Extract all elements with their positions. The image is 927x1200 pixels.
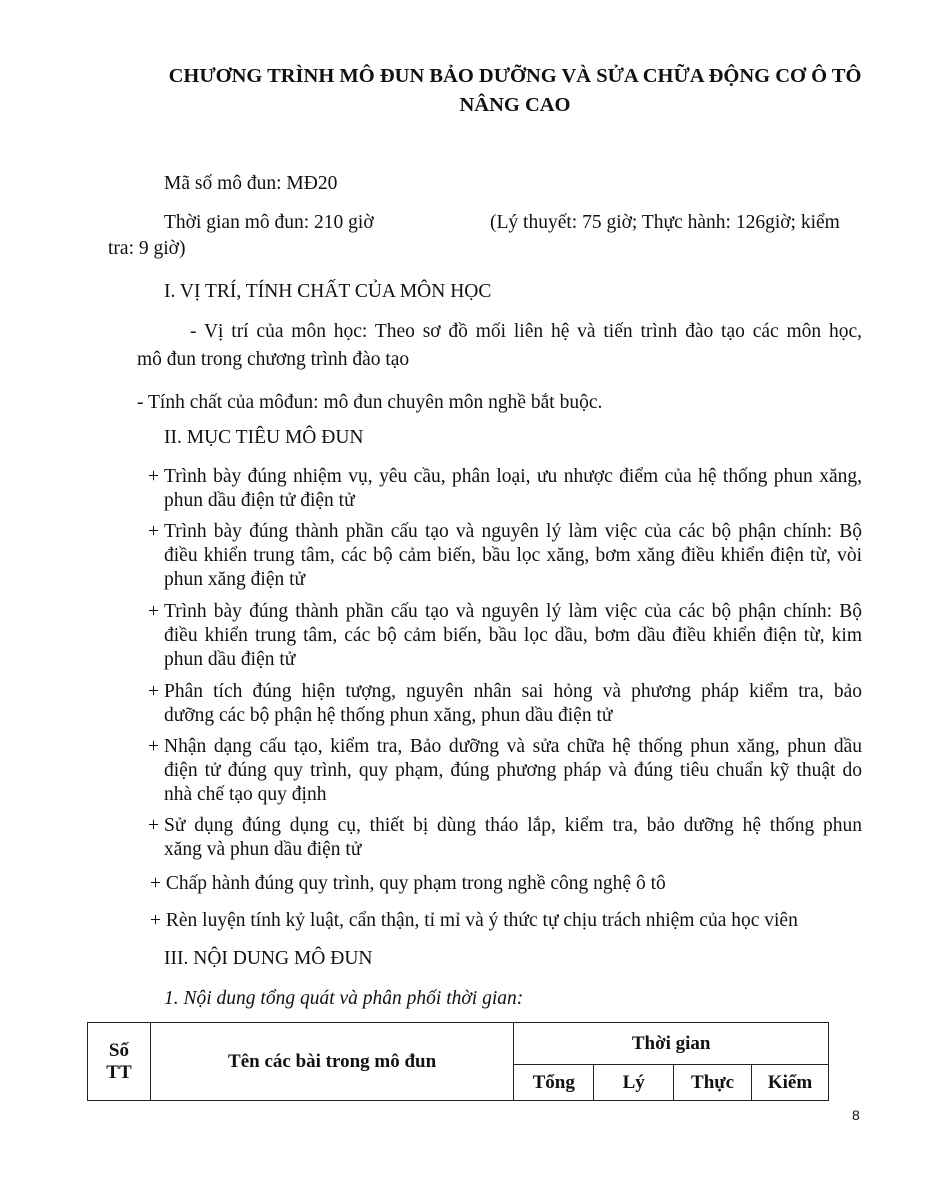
bullet-mark: +: [148, 736, 159, 757]
time-allocation-table: [87, 1022, 829, 1101]
objective-line: phun dầu điện tử điện tử: [164, 490, 355, 511]
objective-line: điện tử đúng quy trình, quy phạm, đúng phương pháp và đúng tiêu chuẩn kỹ thuật do: [164, 760, 862, 781]
bullet-mark: +: [148, 466, 159, 487]
col-number-header: [88, 1023, 151, 1101]
objective-line: phun dầu điện tử: [164, 649, 296, 670]
nature-text: - Tính chất của môđun: mô đun chuyên môn nghề bắt buộc.: [137, 392, 603, 413]
objective-item: [164, 465, 862, 513]
objective-item: [164, 600, 862, 672]
objective-item: [164, 735, 862, 807]
section-2-heading: II. MỤC TIÊU MÔ ĐUN: [164, 427, 364, 448]
section-3-subheading: 1. Nội dung tổng quát và phân phối thời gian:: [164, 988, 524, 1009]
objective-line: Trình bày đúng nhiệm vụ, yêu cầu, phân loại, ưu nhược điểm của hệ thống phun xăng,: [164, 466, 862, 487]
objective-item: [164, 680, 862, 728]
title-line-2: NÂNG CAO: [459, 94, 571, 116]
page-number: 8: [852, 1107, 860, 1123]
col-number-line-1: Số: [108, 1039, 129, 1061]
objective-line: phun xăng điện tử: [164, 569, 306, 590]
bullet-mark: +: [148, 815, 159, 836]
document-title: [160, 62, 870, 120]
objective-line: xăng và phun dầu điện tử: [164, 839, 362, 860]
bullet-mark: +: [148, 601, 159, 622]
col-time-header: Thời gian: [514, 1023, 829, 1065]
module-duration-cont: tra: 9 giờ): [108, 238, 186, 259]
title-line-1: CHƯƠNG TRÌNH MÔ ĐUN BẢO DƯỠNG VÀ SỬA CHỮA ĐỘNG CƠ Ô TÔ: [168, 65, 862, 87]
col-exam-header: Kiểm: [752, 1065, 829, 1101]
bullet-mark: +: [148, 681, 159, 702]
col-theory-header: Lý: [594, 1065, 674, 1101]
objective-line: Phân tích đúng hiện tượng, nguyên nhân sai hỏng và phương pháp kiểm tra, bảo: [164, 681, 862, 702]
objective-line: điều khiển trung tâm, các bộ cảm biến, bầu lọc xăng, bơm xăng điều khiển điện từ, vòi: [164, 545, 862, 566]
position-line-2: mô đun trong chương trình đào tạo: [137, 349, 410, 370]
objective-line: Sử dụng đúng dụng cụ, thiết bị dùng tháo lắp, kiểm tra, bảo dưỡng hệ thống phun: [164, 815, 862, 836]
position-line-1: - Vị trí của môn học: Theo sơ đồ mối liên hệ và tiến trình đào tạo các môn học,: [190, 321, 862, 342]
objective-extra-2: + Rèn luyện tính kỷ luật, cẩn thận, tỉ mỉ và ý thức tự chịu trách nhiệm của học viên: [150, 910, 798, 931]
objective-extra-1: + Chấp hành đúng quy trình, quy phạm trong nghề công nghệ ô tô: [150, 873, 666, 894]
section-1-heading: I. VỊ TRÍ, TÍNH CHẤT CỦA MÔN HỌC: [164, 281, 492, 302]
col-name-header: Tên các bài trong mô đun: [150, 1023, 513, 1101]
module-duration: Thời gian mô đun: 210 giờ: [164, 212, 374, 233]
objective-line: dưỡng các bộ phận hệ thống phun xăng, phun dầu điện tử: [164, 705, 613, 726]
objective-line: Trình bày đúng thành phần cấu tạo và nguyên lý làm việc của các bộ phận chính: Bộ: [164, 521, 862, 542]
module-code: Mã số mô đun: MĐ20: [164, 173, 338, 194]
table-header-row: [88, 1023, 829, 1065]
module-duration-detail: (Lý thuyết: 75 giờ; Thực hành: 126giờ; kiểm: [490, 212, 840, 233]
col-total-header: Tổng: [514, 1065, 594, 1101]
objective-line: nhà chế tạo quy định: [164, 784, 327, 805]
section-3-heading: III. NỘI DUNG MÔ ĐUN: [164, 948, 373, 969]
col-number-line-2: TT: [106, 1061, 132, 1083]
objective-line: Nhận dạng cấu tạo, kiểm tra, Bảo dưỡng và sửa chữa hệ thống phun xăng, phun dầu: [164, 736, 862, 757]
objective-item: [164, 814, 862, 862]
bullet-mark: +: [148, 521, 159, 542]
objective-item: [164, 520, 862, 592]
objective-line: Trình bày đúng thành phần cấu tạo và nguyên lý làm việc của các bộ phận chính: Bộ: [164, 601, 862, 622]
col-practice-header: Thực: [674, 1065, 752, 1101]
objective-line: điều khiển trung tâm, các bộ cảm biến, bầu lọc dầu, bơm dầu điều khiển điện từ, kim: [164, 625, 862, 646]
